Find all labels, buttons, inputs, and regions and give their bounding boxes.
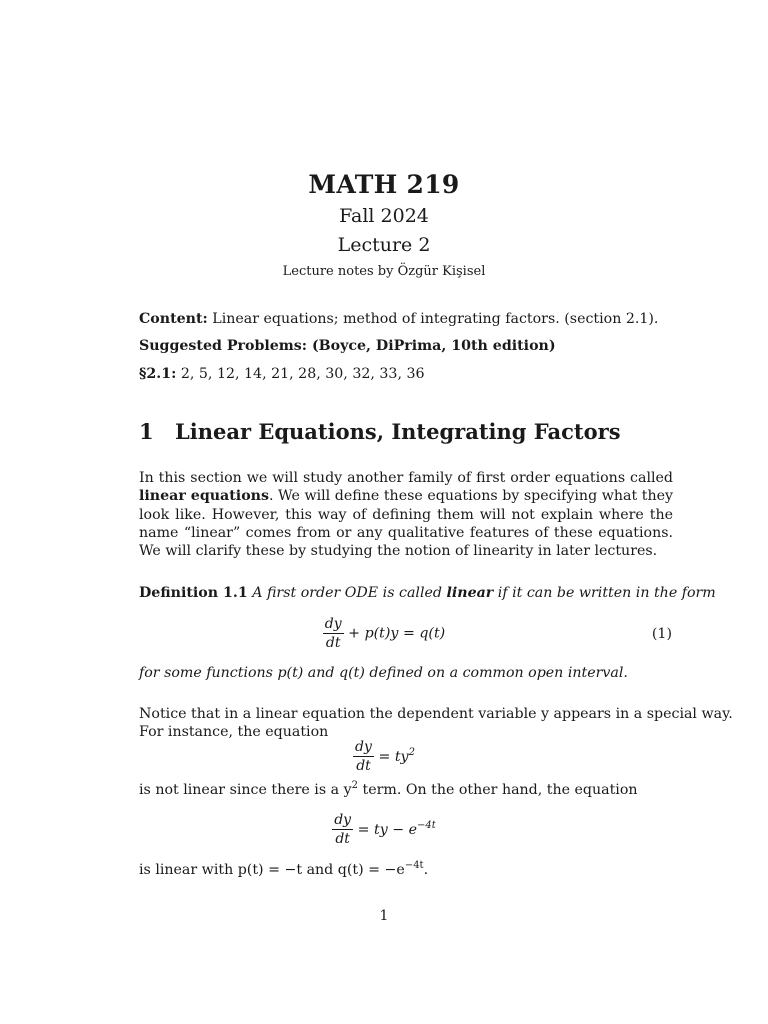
definition-after: for some functions p(t) and q(t) defined on a common open interval. bbox=[139, 665, 628, 681]
equation-2-denominator: dt bbox=[356, 758, 371, 774]
not-linear-before: is not linear since there is a y bbox=[139, 782, 352, 798]
definition-line bbox=[139, 584, 716, 603]
intro-bold-term: linear equations bbox=[139, 488, 269, 505]
equation-2-rhs bbox=[378, 746, 415, 765]
author-line: Lecture notes by Özgür Kişisel bbox=[282, 264, 486, 279]
section-title: Linear Equations, Integrating Factors bbox=[175, 419, 621, 444]
problems-list: 2, 5, 12, 14, 21, 28, 30, 32, 33, 36 bbox=[180, 366, 425, 382]
equation-3-rhs-exponent: −4t bbox=[417, 819, 436, 831]
equation-1-denominator: dt bbox=[325, 635, 341, 651]
section-heading bbox=[139, 419, 621, 444]
equation-3-fraction bbox=[332, 812, 353, 847]
problems-section-label: §2.1: bbox=[139, 366, 177, 382]
notice-line-1: Notice that in a linear equation the dependent variable y appears in a special way. bbox=[139, 706, 733, 722]
equation-2-fraction bbox=[353, 739, 374, 774]
is-linear-line bbox=[139, 861, 679, 880]
equation-2-rhs-exponent: 2 bbox=[408, 746, 415, 758]
definition-keyword: linear bbox=[446, 585, 494, 601]
semester: Fall 2024 bbox=[339, 205, 429, 227]
equation-3-rhs-base: = ty − e bbox=[357, 821, 418, 838]
is-linear-exponent: −4t bbox=[404, 860, 424, 871]
equation-2-numerator: dy bbox=[355, 739, 372, 755]
content-text: Linear equations; method of integrating factors. (section 2.1). bbox=[212, 311, 659, 327]
intro-text-2: . We will define these equations by specifying what they look like. However, this way of defining them will not explain where the name “linear” comes from or any qualitative features of these equations. We will clarify these by studying the notion of linearity in later lectures. bbox=[139, 488, 674, 560]
lecture-number: Lecture 2 bbox=[337, 234, 431, 256]
notice-line-2: For instance, the equation bbox=[139, 724, 329, 740]
is-linear-before: is linear with p(t) = −t and q(t) = −e bbox=[139, 862, 405, 878]
intro-paragraph bbox=[139, 469, 673, 560]
equation-3-denominator: dt bbox=[335, 831, 350, 847]
equation-1-numerator: dy bbox=[324, 616, 342, 632]
is-linear-after: . bbox=[423, 862, 429, 878]
equation-3 bbox=[0, 812, 768, 847]
equation-1-rhs: + p(t)y = q(t) bbox=[348, 625, 446, 642]
definition-label: Definition 1.1 bbox=[139, 585, 248, 601]
intro-text-1: In this section we will study another family of first order equations called bbox=[139, 470, 673, 486]
equation-3-rhs bbox=[357, 819, 436, 838]
content-line bbox=[139, 310, 679, 329]
equation-1-fraction bbox=[323, 616, 344, 651]
not-linear-after: term. On the other hand, the equation bbox=[358, 782, 638, 798]
not-linear-line bbox=[139, 781, 679, 800]
course-title: MATH 219 bbox=[308, 170, 460, 199]
problems-line bbox=[139, 365, 679, 384]
equation-2-rhs-base: = ty bbox=[378, 748, 409, 765]
definition-text-2: if it can be written in the form bbox=[497, 585, 716, 601]
section-number: 1 bbox=[139, 419, 154, 444]
not-linear-exponent: 2 bbox=[351, 780, 358, 791]
content-label: Content: bbox=[139, 311, 208, 327]
equation-3-numerator: dy bbox=[334, 812, 352, 828]
equation-1-label: (1) bbox=[651, 626, 672, 642]
page-number: 1 bbox=[379, 908, 389, 924]
suggested-problems-label: Suggested Problems: (Boyce, DiPrima, 10th edition) bbox=[139, 338, 556, 354]
equation-2 bbox=[0, 739, 768, 774]
definition-text-1: A first order ODE is called bbox=[252, 585, 442, 601]
